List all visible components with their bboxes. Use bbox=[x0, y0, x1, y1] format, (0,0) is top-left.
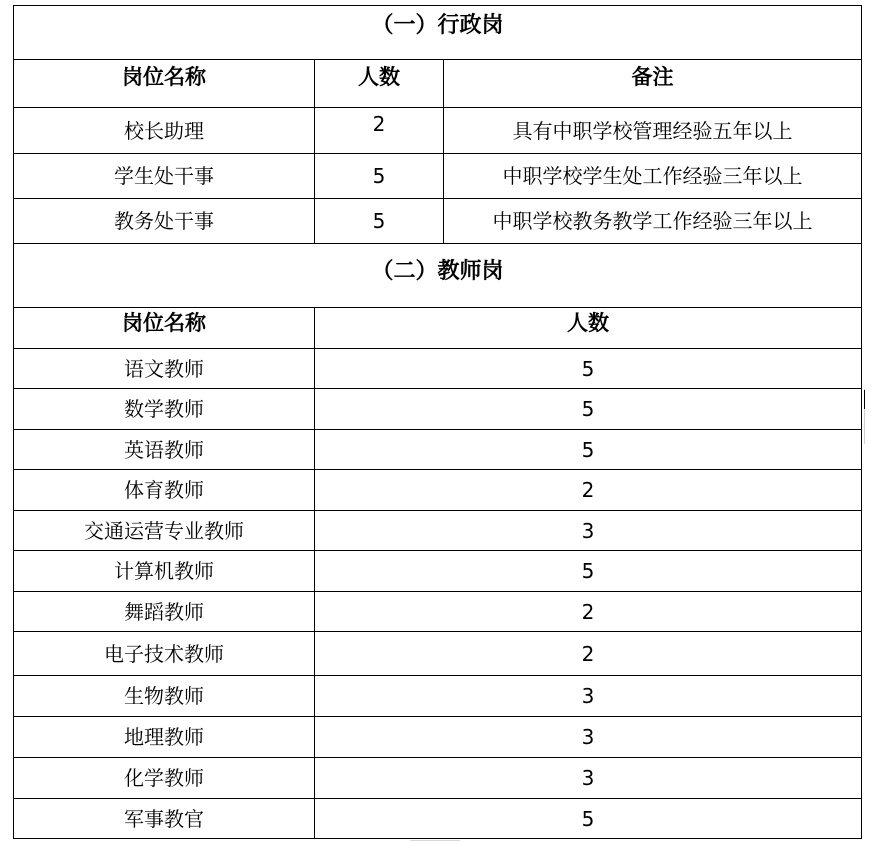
table-row bbox=[14, 717, 862, 758]
post-count: 5 bbox=[315, 430, 862, 470]
table-row bbox=[14, 551, 862, 592]
table-row bbox=[14, 470, 862, 511]
post-name: 体育教师 bbox=[14, 470, 315, 511]
table-row bbox=[14, 592, 862, 632]
teacher-header-row bbox=[14, 308, 862, 349]
post-name: 交通运营专业教师 bbox=[14, 511, 315, 551]
text-cursor bbox=[864, 390, 865, 409]
table-row bbox=[14, 758, 862, 799]
post-count: 3 bbox=[315, 511, 862, 551]
admin-section-title-row bbox=[14, 6, 862, 60]
post-name: 数学教师 bbox=[14, 389, 315, 430]
table-row bbox=[14, 632, 862, 676]
post-name: 地理教师 bbox=[14, 717, 315, 758]
post-count: 5 bbox=[315, 349, 862, 389]
post-count: 3 bbox=[315, 676, 862, 717]
post-name: 教务处干事 bbox=[14, 199, 315, 244]
post-count: 5 bbox=[315, 799, 862, 839]
post-name: 舞蹈教师 bbox=[14, 592, 315, 632]
post-name: 化学教师 bbox=[14, 758, 315, 799]
page-edge-divider bbox=[864, 389, 871, 444]
post-name: 语文教师 bbox=[14, 349, 315, 389]
post-count: 3 bbox=[315, 717, 862, 758]
teacher-header-post: 岗位名称 bbox=[14, 308, 315, 349]
post-note: 中职学校学生处工作经验三年以上 bbox=[444, 154, 862, 199]
teacher-header-count: 人数 bbox=[315, 308, 862, 349]
table-row bbox=[14, 511, 862, 551]
post-name: 英语教师 bbox=[14, 430, 315, 470]
teacher-section-title: （二）教师岗 bbox=[14, 244, 862, 308]
post-count: 5 bbox=[315, 199, 444, 244]
post-name: 军事教官 bbox=[14, 799, 315, 839]
table-row bbox=[14, 108, 862, 154]
admin-section-title: （一）行政岗 bbox=[14, 6, 862, 60]
admin-header-post: 岗位名称 bbox=[14, 60, 315, 108]
table-row bbox=[14, 389, 862, 430]
table-row bbox=[14, 430, 862, 470]
post-count: 5 bbox=[315, 389, 862, 430]
post-note: 具有中职学校管理经验五年以上 bbox=[444, 108, 862, 154]
admin-header-count: 人数 bbox=[315, 60, 444, 108]
page-bottom-divider bbox=[410, 840, 460, 844]
table-row bbox=[14, 676, 862, 717]
teacher-section-title-row bbox=[14, 244, 862, 308]
table-row bbox=[14, 154, 862, 199]
table-row bbox=[14, 799, 862, 839]
post-name: 生物教师 bbox=[14, 676, 315, 717]
post-name: 校长助理 bbox=[14, 108, 315, 154]
table-row bbox=[14, 349, 862, 389]
post-name: 电子技术教师 bbox=[14, 632, 315, 676]
post-count: 5 bbox=[315, 551, 862, 592]
post-name: 计算机教师 bbox=[14, 551, 315, 592]
post-count: 2 bbox=[315, 470, 862, 511]
post-count: 2 bbox=[315, 108, 444, 154]
table-row bbox=[14, 199, 862, 244]
post-note: 中职学校教务教学工作经验三年以上 bbox=[444, 199, 862, 244]
post-count: 3 bbox=[315, 758, 862, 799]
admin-header-note: 备注 bbox=[444, 60, 862, 108]
post-count: 2 bbox=[315, 632, 862, 676]
post-count: 5 bbox=[315, 154, 444, 199]
admin-header-row bbox=[14, 60, 862, 108]
post-name: 学生处干事 bbox=[14, 154, 315, 199]
post-count: 2 bbox=[315, 592, 862, 632]
recruitment-table bbox=[13, 5, 862, 839]
